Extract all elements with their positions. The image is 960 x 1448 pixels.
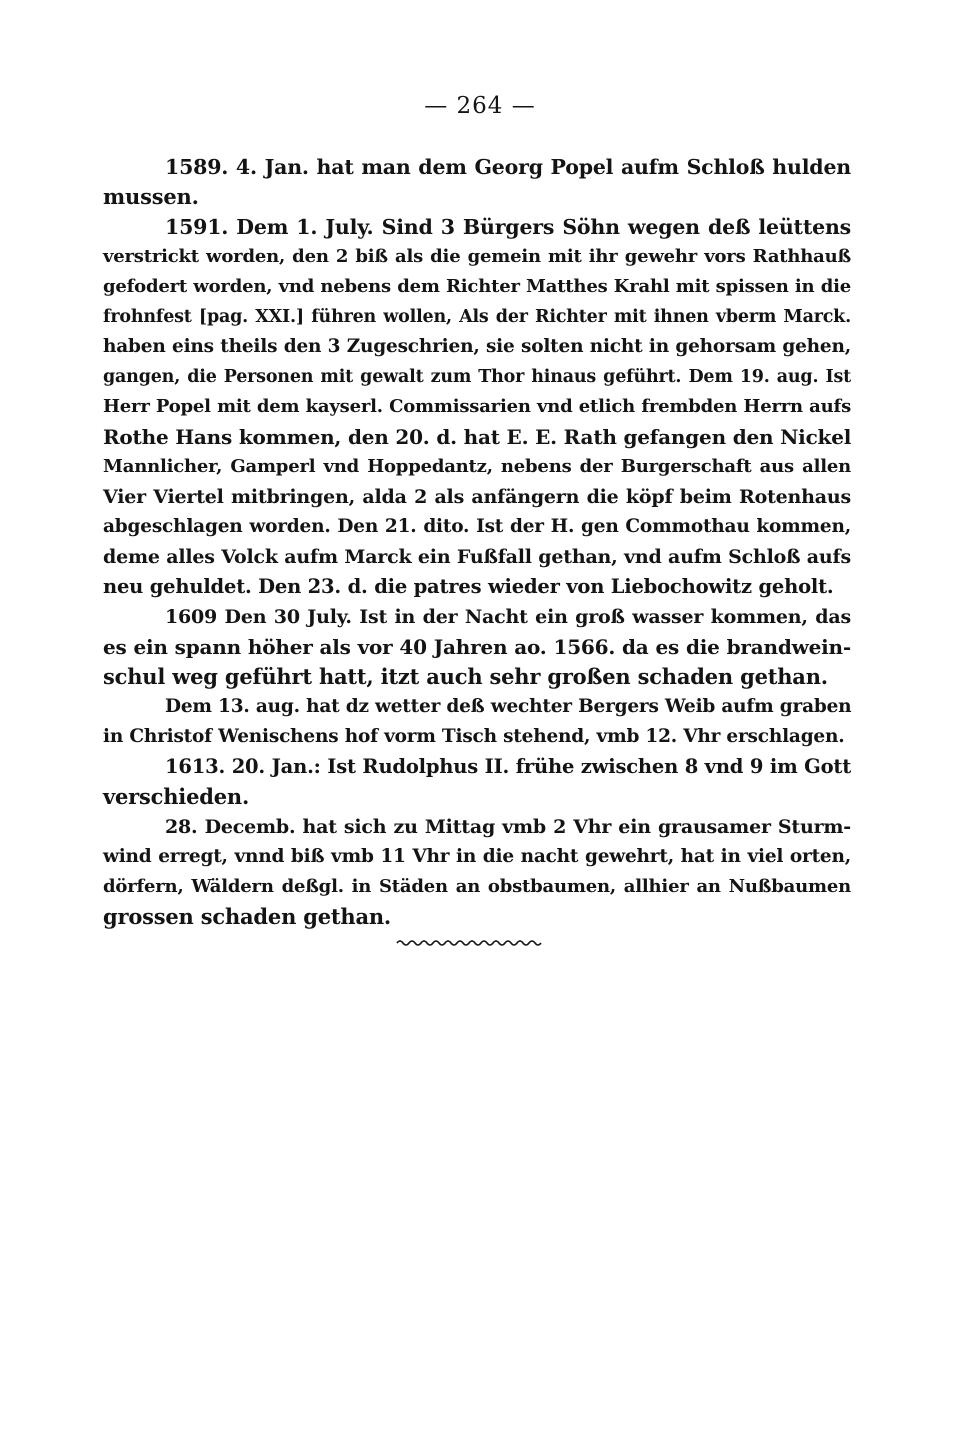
chronicle-text — [103, 152, 851, 932]
text-line: 1613. 20. Jan.: Ist Rudolphus II. frühe zwischen 8 vnd 9 im Gott — [165, 755, 851, 778]
text-line: es ein spann höher als vor 40 Jahren ao. 1566. da es die brandwein- — [103, 635, 851, 659]
text-line: Mannlicher, Gamperl vnd Hoppedantz, nebens der Burgerschaft aus allen — [103, 456, 851, 477]
text-line: Rothe Hans kommen, den 20. d. hat E. E. Rath gefangen den Nickel — [103, 425, 852, 449]
text-line: gefodert worden, vnd nebens dem Richter Matthes Krahl mit spissen in die — [103, 276, 851, 297]
text-line: gangen, die Personen mit gewalt zum Thor hinaus geführt. Dem 19. aug. Ist — [103, 367, 851, 387]
text-line: grossen schaden gethan. — [103, 904, 392, 929]
text-line: Herr Popel mit dem kayserl. Commissarien vnd etlich frembden Herrn aufs — [103, 396, 851, 417]
text-line: dörfern, Wäldern deßgl. in Städen an obstbaumen, allhier an Nußbaumen — [103, 876, 851, 897]
text-line: abgeschlagen worden. Den 21. dito. Ist der H. gen Commothau kommen, — [103, 516, 851, 537]
end-ornament-icon — [395, 933, 545, 953]
text-line: mussen. — [103, 184, 199, 209]
text-line: verstrickt worden, den 2 biß als die gemein mit ihr gewehr vors Rathhauß — [103, 246, 851, 267]
text-line: wind erregt, vnnd biß vmb 11 Vhr in die nacht gewehrt, hat in viel orten, — [103, 846, 851, 867]
text-line: neu gehuldet. Den 23. d. die patres wieder von Liebochowitz geholt. — [103, 575, 834, 598]
text-line: 1591. Dem 1. July. Sind 3 Bürgers Söhn wegen deß leüttens — [165, 215, 851, 239]
page-number: — 264 — — [424, 93, 536, 119]
text-line: schul weg geführt hatt, itzt auch sehr großen schaden gethan. — [103, 664, 828, 689]
text-line: frohnfest [pag. XXI.] führen wollen, Als der Richter mit ihnen vberm Marck. — [103, 307, 851, 327]
text-line: Vier Viertel mitbringen, alda 2 als anfängern die köpf beim Rotenhaus — [103, 486, 851, 508]
text-line: haben eins theils den 3 Zugeschrien, sie solten nicht in gehorsam gehen, — [103, 336, 851, 357]
text-line: 1589. 4. Jan. hat man dem Georg Popel aufm Schloß hulden — [165, 155, 851, 179]
text-line: Dem 13. aug. hat dz wetter deß wechter Bergers Weib aufm graben — [165, 696, 852, 717]
text-line: 1609 Den 30 July. Ist in der Nacht ein groß wasser kommen, das — [165, 606, 851, 628]
text-line: 28. Decemb. hat sich zu Mittag vmb 2 Vhr ein grausamer Sturm- — [165, 816, 851, 838]
text-line: in Christof Wenischens hof vorm Tisch stehend, vmb 12. Vhr erschlagen. — [103, 726, 845, 747]
text-line: deme alles Volck aufm Marck ein Fußfall gethan, vnd aufm Schloß aufs — [103, 546, 851, 568]
text-line: verschieden. — [103, 784, 250, 809]
